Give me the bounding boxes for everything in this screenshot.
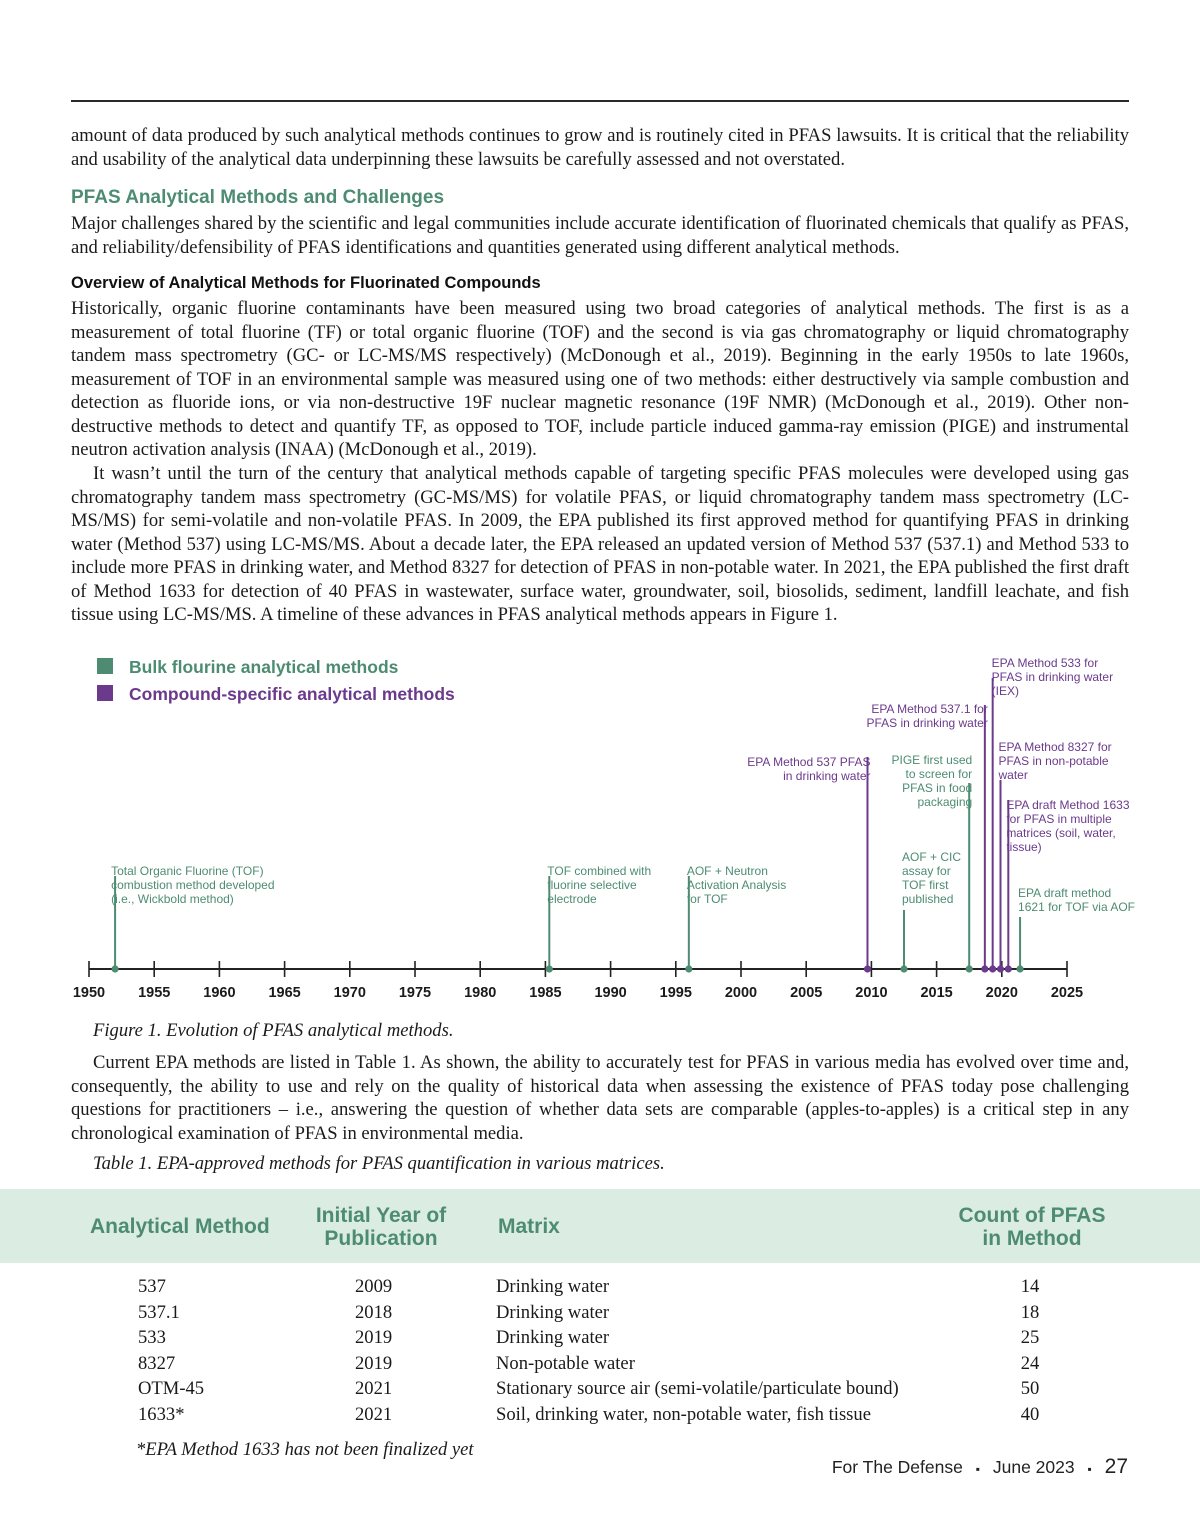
timeline-event [1016, 886, 1135, 973]
axis-tick-label: 1960 [203, 985, 236, 1001]
cell-year: 2021 [355, 1403, 393, 1425]
event-label-line: EPA draft Method 1633 [1006, 798, 1130, 812]
event-label-line: PFAS in non-potable [998, 754, 1109, 768]
axis-ticks [73, 961, 1083, 1001]
table-row [0, 1302, 1200, 1328]
cell-matrix: Soil, drinking water, non-potable water, fish tissue [496, 1403, 871, 1425]
axis-tick-label: 2000 [724, 985, 758, 1001]
event-label [891, 753, 972, 809]
cell-year: 2018 [355, 1301, 393, 1323]
event-marker [1016, 965, 1023, 972]
axis-tick-label: 2010 [855, 985, 888, 1001]
event-label [687, 864, 786, 906]
event-label [747, 755, 870, 783]
cell-count: 50 [1020, 1378, 1040, 1399]
event-label-line: EPA Method 8327 for [998, 740, 1112, 754]
cell-method: OTM-45 [138, 1378, 205, 1399]
cell-method: 1633* [138, 1403, 185, 1425]
cell-count: 24 [1020, 1352, 1040, 1374]
event-marker [864, 965, 871, 972]
table-header [0, 1189, 1200, 1263]
event-label-line: packaging [917, 795, 973, 809]
event-label-line: combustion method developed [111, 878, 275, 892]
footer-separator: ▪ [975, 1462, 980, 1476]
header-initial-year-line2: Publication [324, 1227, 438, 1250]
event-marker [900, 965, 907, 972]
axis-tick-label: 1995 [659, 985, 692, 1001]
page-footer [832, 1455, 1128, 1479]
event-marker [685, 965, 692, 972]
event-label-line: for TOF [686, 892, 728, 906]
cell-count: 18 [1020, 1301, 1040, 1323]
event-label-line: PFAS in food [902, 781, 973, 795]
legend-swatch-bulk [97, 658, 113, 674]
cell-matrix: Non-potable water [496, 1352, 635, 1374]
event-label-line: fluorine selective [547, 878, 637, 892]
timeline-event [685, 864, 786, 973]
event-marker [1005, 965, 1012, 972]
axis-tick-label: 1950 [72, 985, 106, 1001]
event-label-line: matrices (soil, water, [1006, 826, 1116, 840]
event-label-line: Total Organic Fluorine (TOF) [111, 864, 264, 878]
axis-tick-label: 1970 [333, 985, 366, 1001]
event-label-line: for PFAS in multiple [1006, 812, 1112, 826]
legend-label-bulk: Bulk flourine analytical methods [129, 657, 399, 677]
axis-tick-label: 2025 [1050, 985, 1084, 1001]
event-label-line: published [902, 892, 954, 906]
after-figure-paragraph: Current EPA methods are listed in Table 1. As shown, the ability to accurately test for PFAS in various media has evolved over time and, consequently, the ability to use and rely on the quality of historical data when assessing the existence of PFAS today pose challenging questions for practitioners – i.e., answering the question of whether data sets are comparable (apples-to-apples) is a critical step in any chronological examination of PFAS in environmental media. [71, 1052, 1129, 1144]
event-label-line: AOF + Neutron [686, 864, 768, 878]
cell-matrix: Drinking water [496, 1276, 610, 1297]
cell-count: 14 [1020, 1276, 1040, 1297]
event-marker [111, 965, 118, 972]
legend-label-compound: Compound-specific analytical methods [129, 684, 455, 704]
timeline-figure [0, 645, 1200, 1015]
event-marker [546, 965, 553, 972]
event-marker [981, 965, 988, 972]
event-marker [989, 965, 996, 972]
event-label-line: in drinking water [783, 769, 871, 783]
footer-publication: For The Defense [831, 1457, 963, 1477]
event-label-line: PFAS in drinking water [866, 716, 988, 730]
table-caption: Table 1. EPA-approved methods for PFAS quantification in various matrices. [93, 1153, 665, 1174]
event-label-line: AOF + CIC [902, 850, 962, 864]
event-marker [966, 965, 973, 972]
subsection-paragraph-2: It wasn’t until the turn of the century that analytical methods capable of targeting specific PFAS molecules were developed using gas chromatography tandem mass spectrometry (GC-MS/MS) for volatile PFAS, or liquid chromatography tandem mass spectrometry (LC-MS/MS) for semi-volatile and non-volatile PFAS. In 2009, the EPA published its first approved method for quantifying PFAS in drinking water (Method 537) using LC-MS/MS. About a decade later, the EPA released an updated version of Method 537 (537.1) and Method 533 to include more PFAS in drinking water, and Method 8327 for detection of PFAS in non-potable water. In 2021, the EPA published the first draft of Method 1633 for detection of 40 PFAS in wastewater, surface water, groundwater, soil, biosolids, sediment, landfill leachate, and fish tissue using LC-MS/MS. A timeline of these advances in PFAS analytical methods appears in Figure 1. [71, 463, 1129, 625]
page-number: 27 [1104, 1455, 1128, 1478]
header-count [952, 1204, 1112, 1250]
cell-count: 40 [1020, 1403, 1040, 1425]
axis-tick-label: 1975 [398, 985, 432, 1001]
axis-tick-label: 1990 [594, 985, 627, 1001]
cell-matrix: Drinking water [496, 1327, 610, 1348]
section-heading: PFAS Analytical Methods and Challenges [71, 187, 445, 208]
table-row [0, 1378, 1200, 1404]
legend-swatch-compound [97, 685, 113, 701]
event-label [1018, 886, 1135, 914]
cell-year: 2021 [355, 1378, 393, 1399]
event-label [866, 702, 987, 730]
table-row [0, 1276, 1200, 1302]
event-label-line: to screen for [905, 767, 973, 781]
header-count-line1: Count of PFAS [958, 1204, 1106, 1227]
event-label [1006, 798, 1130, 854]
timeline-event [997, 740, 1112, 973]
cell-method: 537.1 [138, 1301, 180, 1323]
event-label-line: EPA Method 537.1 for [871, 702, 988, 716]
event-label-line: EPA draft method [1018, 886, 1112, 900]
section-paragraph: Major challenges shared by the scientific and legal communities include accurate identification of fluorinated chemicals that qualify as PFAS, and reliability/defensibility of PFAS identifications and quantities generated using different analytical methods. [71, 213, 1129, 258]
timeline-event [111, 864, 274, 973]
table-row [0, 1353, 1200, 1379]
cell-method: 8327 [138, 1352, 176, 1374]
cell-year: 2019 [355, 1352, 393, 1374]
event-label-line: Activation Analysis [686, 878, 787, 892]
top-rule [71, 100, 1129, 102]
cell-year: 2019 [355, 1327, 393, 1348]
event-label-line: 1621 for TOF via AOF [1018, 900, 1136, 914]
event-label-line: assay for [902, 864, 951, 878]
event-label-line: electrode [547, 892, 597, 906]
cell-method: 537 [138, 1276, 166, 1297]
event-label [547, 864, 651, 906]
timeline-event [900, 850, 961, 973]
table-row [0, 1327, 1200, 1353]
axis-tick-label: 1955 [138, 985, 171, 1001]
event-label-line: EPA Method 537 PFAS [747, 755, 871, 769]
legend [97, 657, 455, 704]
event-label-line: TOF combined with [547, 864, 652, 878]
event-label [992, 656, 1113, 698]
event-label-line: water [998, 768, 1028, 782]
header-matrix: Matrix [498, 1215, 560, 1238]
header-count-line2: in Method [982, 1227, 1082, 1250]
axis-tick-label: 1985 [529, 985, 562, 1001]
cell-method: 533 [138, 1327, 166, 1348]
axis-tick-label: 2020 [985, 985, 1018, 1001]
header-initial-year-line1: Initial Year of [315, 1204, 447, 1227]
event-label [997, 740, 1111, 782]
axis-tick-label: 2015 [920, 985, 953, 1001]
timeline-event [546, 864, 651, 973]
event-label [111, 864, 274, 906]
figure-caption: Figure 1. Evolution of PFAS analytical methods. [93, 1020, 454, 1041]
event-label-line: PIGE first used [891, 753, 973, 767]
header-initial-year [300, 1204, 462, 1250]
event-label [902, 850, 961, 906]
event-label-line: PFAS in drinking water [991, 670, 1114, 684]
axis-tick-label: 1980 [464, 985, 497, 1001]
event-marker [997, 965, 1004, 972]
footer-separator: ▪ [1087, 1462, 1092, 1476]
event-label-line: (IEX) [991, 684, 1020, 698]
cell-matrix: Stationary source air (semi-volatile/particulate bound) [496, 1378, 899, 1399]
table-footnote: *EPA Method 1633 has not been finalized yet [136, 1439, 474, 1460]
footer-date: June 2023 [992, 1457, 1075, 1477]
axis-tick-label: 2005 [790, 985, 823, 1001]
event-label-line: (i.e., Wickbold method) [111, 892, 234, 906]
event-label-line: EPA Method 533 for [991, 656, 1099, 670]
axis-tick-label: 1965 [268, 985, 301, 1001]
event-label-line: tissue) [1006, 840, 1042, 854]
table-row [0, 1404, 1200, 1430]
cell-count: 25 [1020, 1327, 1040, 1348]
subsection-paragraph-1: Historically, organic fluorine contaminants have been measured using two broad categories of analytical methods. The first is as a measurement of total fluorine (TF) or total organic fluorine (TOF) and the second is via gas chromatography or liquid chromatography tandem mass spectrometry (GC- or LC-MS/MS respectively) (McDonough et al., 2019). Beginning in the early 1950s to late 1960s, measurement of TOF in an environmental sample was measured using one of two methods: either destructively via sample combustion and detection as fluoride ions, or via non-destructive 19F nuclear magnetic resonance (19F NMR) (McDonough et al., 2019). Other non-destructive methods to detect and quantify TF, as opposed to TOF, include particle induced gamma-ray emission (PIGE) and instrumental neutron activation analysis (INAA) (McDonough et al., 2019). [71, 298, 1129, 460]
header-analytical-method: Analytical Method [90, 1215, 270, 1238]
subsection-heading: Overview of Analytical Methods for Fluorinated Compounds [71, 274, 541, 292]
event-label-line: TOF first [902, 878, 949, 892]
cell-matrix: Drinking water [496, 1301, 610, 1323]
intro-paragraph: amount of data produced by such analytical methods continues to grow and is routinely cited in PFAS lawsuits. It is critical that the reliability and usability of the analytical data underpinning these lawsuits be carefully assessed and not overstated. [71, 125, 1129, 170]
cell-year: 2009 [355, 1276, 393, 1297]
